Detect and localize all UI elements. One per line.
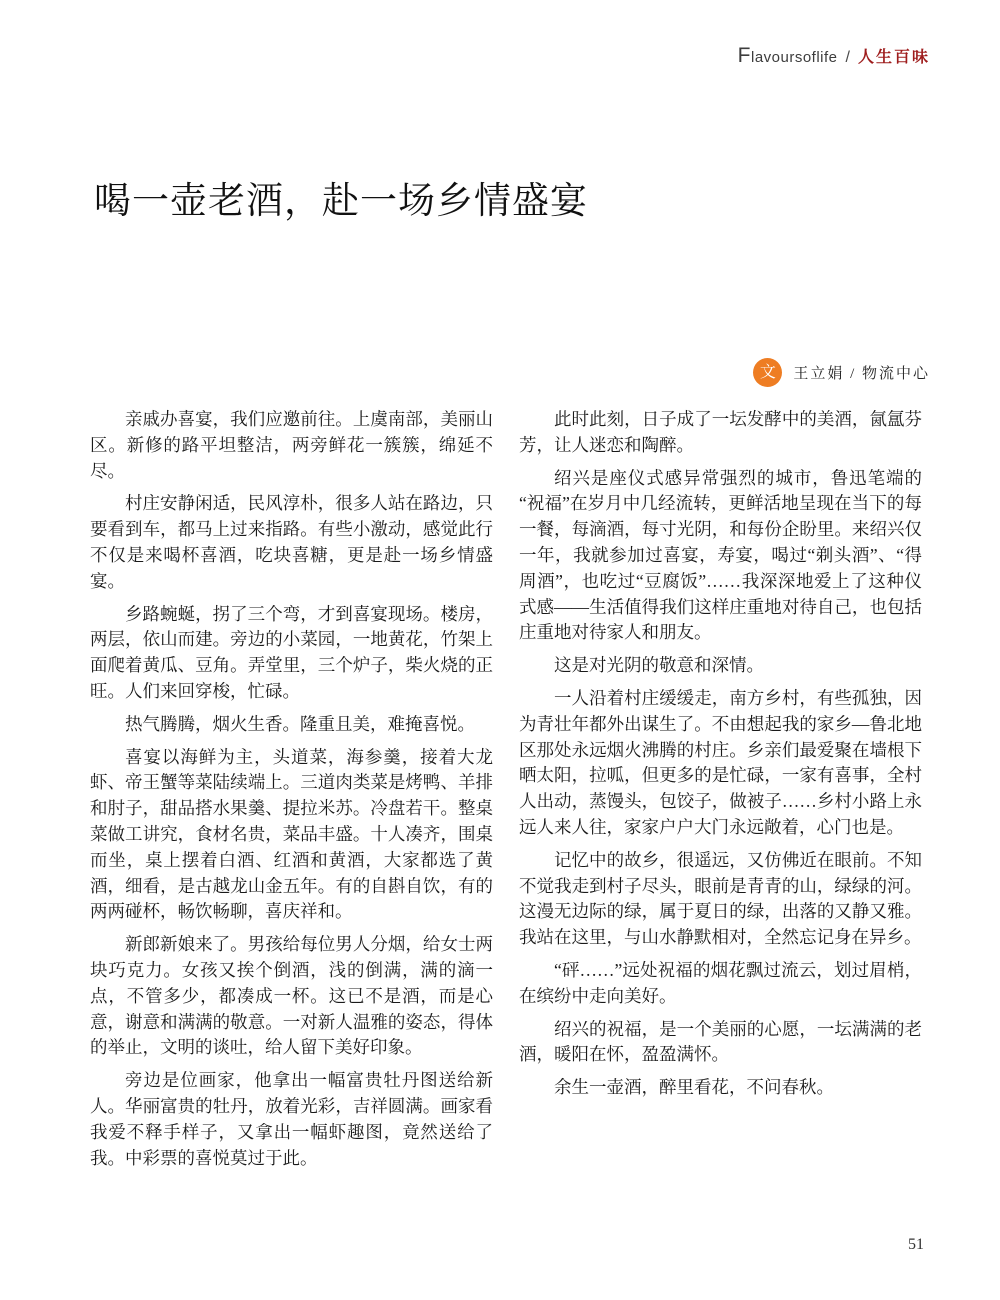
article-paragraph: “砰……”远处祝福的烟花飘过流云，划过眉梢，在缤纷中走向美好。	[519, 959, 922, 1006]
article-paragraph: 这是对光阴的敬意和深情。	[554, 655, 764, 676]
article-paragraph: 喜宴以海鲜为主，头道菜，海参羹，接着大龙虾、帝王蟹等菜陆续端上。三道肉类菜是烤鸭、羊排和肘子，甜品搭水果羹、提拉米苏。冷盘若干。整桌菜做工讲究，食材名贵，菜品丰盛。十人凑齐，围桌而坐，桌上摆着白酒、红酒和黄酒，大家都选了黄酒，细看，是古越龙山金五年。有的自斟自饮，有的两两碰杯，畅饮畅聊，喜庆祥和。	[90, 746, 493, 922]
author-badge-icon: 文	[753, 358, 782, 387]
article-paragraph: 记忆中的故乡，很遥远，又仿佛近在眼前。不知不觉我走到村子尽头，眼前是青青的山，绿绿的河。这漫无边际的绿，属于夏日的绿，出落的又静又雅。我站在这里，与山水静默相对，全然忘记身在异乡。	[519, 849, 922, 948]
section-name: 人生百味	[857, 49, 930, 66]
byline-author: 王立娟 / 物流中心	[793, 366, 930, 382]
article-paragraph: 村庄安静闲适，民风淳朴，很多人站在路边，只要看到车，都马上过来指路。有些小激动，感觉此行不仅是来喝杯喜酒，吃块喜糖，更是赴一场乡情盛宴。	[90, 493, 493, 591]
article-body	[90, 407, 922, 1178]
article-paragraph: 此时此刻，日子成了一坛发酵中的美酒，氤氲芬芳，让人迷恋和陶醉。	[519, 409, 922, 455]
article-paragraph: 余生一壶酒，醉里看花，不问春秋。	[554, 1077, 834, 1098]
magazine-name: Flavoursoflife	[737, 44, 838, 67]
article-paragraph: 乡路蜿蜒，拐了三个弯，才到喜宴现场。楼房，两层，依山而建。旁边的小菜园，一地黄花，竹架上面爬着黄瓜、豆角。弄堂里，三个炉子，柴火烧的正旺。人们来回穿梭，忙碌。	[90, 603, 493, 701]
article-paragraph: 绍兴的祝福，是一个美丽的心愿，一坛满满的老酒，暖阳在怀，盈盈满怀。	[519, 1018, 922, 1065]
right-column	[519, 407, 922, 1178]
article-paragraph: 热气腾腾，烟火生香。隆重且美，难掩喜悦。	[125, 713, 475, 734]
running-header	[738, 44, 930, 68]
article-paragraph: 新郎新娘来了。男孩给每位男人分烟，给女士两块巧克力。女孩又挨个倒酒，浅的倒满，满的滴一点，不管多少，都凑成一杯。这已不是酒，而是心意，谢意和满满的敬意。一对新人温雅的姿态，得体的举止，文明的谈吐，给人留下美好印象。	[90, 934, 493, 1058]
article-paragraph: 旁边是位画家，他拿出一幅富贵牡丹图送给新人。华丽富贵的牡丹，放着光彩，吉祥圆满。画家看我爱不释手样子，又拿出一幅虾趣图，竟然送给了我。中彩票的喜悦莫过于此。	[90, 1070, 493, 1168]
article-paragraph: 亲戚办喜宴，我们应邀前往。上虞南部，美丽山区。新修的路平坦整洁，两旁鲜花一簇簇，绵延不尽。	[90, 409, 493, 481]
byline	[753, 358, 930, 387]
article-paragraph: 一人沿着村庄缓缓走，南方乡村，有些孤独，因为青壮年都外出谋生了。不由想起我的家乡—鲁北地区那处永远烟火沸腾的村庄。乡亲们最爱聚在墙根下晒太阳，拉呱，但更多的是忙碌，一家有喜事，全村人出动，蒸馒头，包饺子，做被子……乡村小路上永远人来人往，家家户户大门永远敞着，心门也是。	[519, 687, 922, 837]
header-separator: /	[845, 49, 850, 66]
page-number: 51	[908, 1236, 924, 1253]
article-paragraph: 绍兴是座仪式感异常强烈的城市，鲁迅笔端的“祝福”在岁月中几经流转，更鲜活地呈现在当下的每一餐，每滴酒，每寸光阴，和每份企盼里。来绍兴仅一年，我就参加过喜宴，寿宴，喝过“剃头酒”、“得周酒”，也吃过“豆腐饭”……我深深地爱上了这种仪式感——生活值得我们这样庄重地对待自己，也包括庄重地对待家人和朋友。	[519, 467, 922, 643]
left-column	[90, 407, 493, 1178]
article-title: 喝一壶老酒，赴一场乡情盛宴	[94, 180, 588, 221]
